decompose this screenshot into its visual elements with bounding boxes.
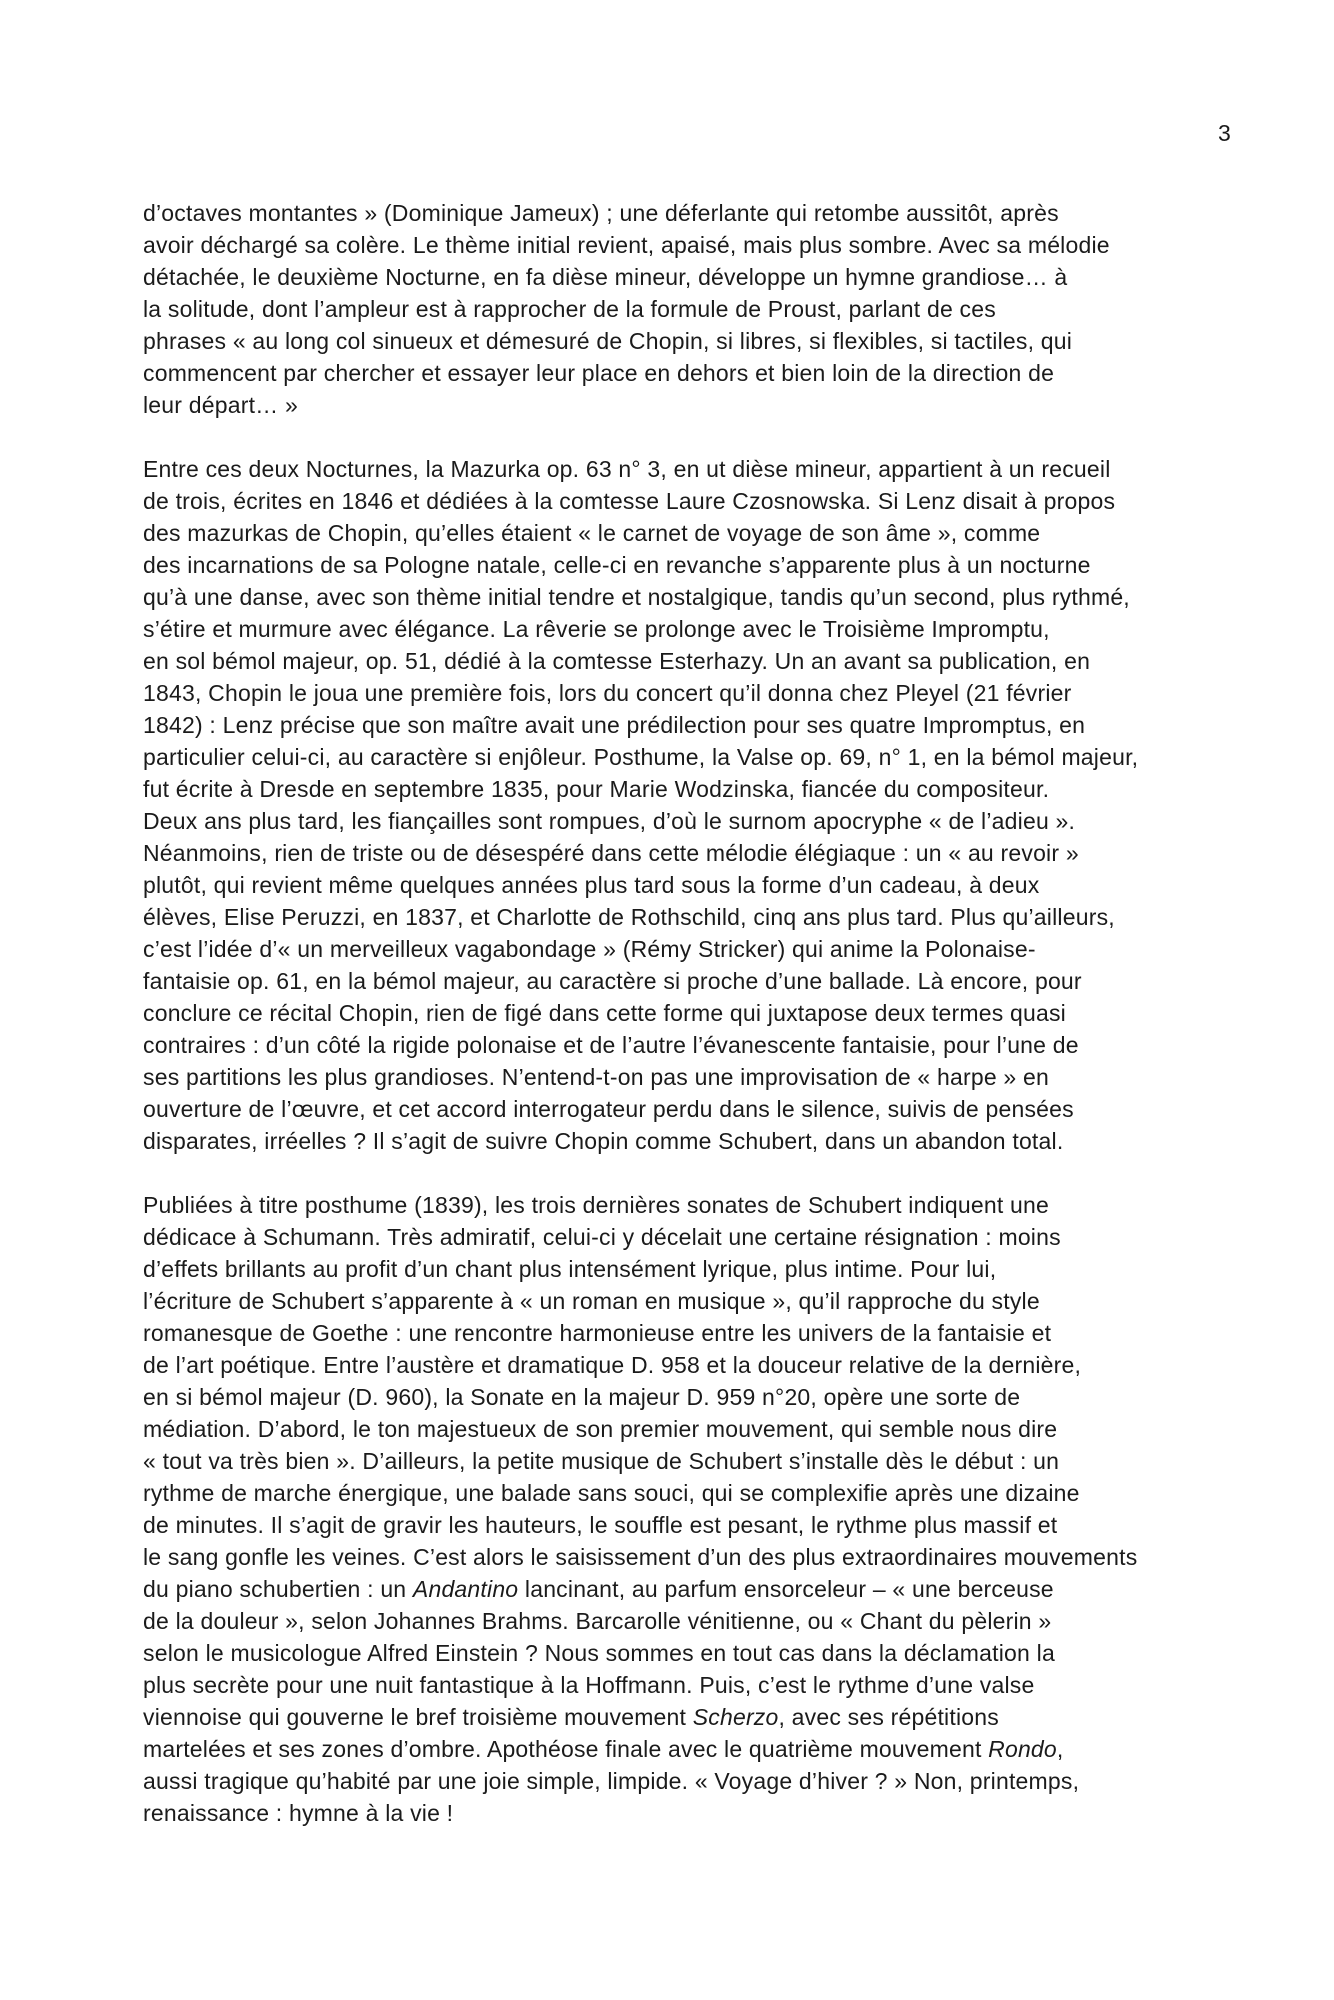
text-line: 1842) : Lenz précise que son maître avait une prédilection pour ses quatre Impromptus, en [143,712,1086,738]
text-line: la solitude, dont l’ampleur est à rapprocher de la formule de Proust, parlant de ces [143,296,996,322]
text-line: romanesque de Goethe : une rencontre harmonieuse entre les univers de la fantaisie et [143,1320,1052,1346]
text-line: Deux ans plus tard, les fiançailles sont rompues, d’où le surnom apocryphe « de l’adieu ». [143,808,1076,834]
text-line: en si bémol majeur (D. 960), la Sonate en la majeur D. 959 n°20, opère une sorte de [143,1384,1021,1410]
italic-term: Rondo [988,1736,1057,1762]
text-line: des incarnations de sa Pologne natale, celle-ci en revanche s’apparente plus à un nocturne [143,552,1091,578]
text-line: ouverture de l’œuvre, et cet accord interrogateur perdu dans le silence, suivis de pensées [143,1096,1074,1122]
text-line: Néanmoins, rien de triste ou de désespéré dans cette mélodie élégiaque : un « au revoir » [143,840,1079,866]
text-line: le sang gonfle les veines. C’est alors le saisissement d’un des plus extraordinaires mouvements [143,1544,1138,1570]
text-line: rythme de marche énergique, une balade sans souci, qui se complexifie après une dizaine [143,1480,1080,1506]
text-line: plutôt, qui revient même quelques années plus tard sous la forme d’un cadeau, à deux [143,872,1040,898]
text-line: contraires : d’un côté la rigide polonaise et de l’autre l’évanescente fantaisie, pour l’une de [143,1032,1079,1058]
paragraph [143,197,1233,421]
text-line: ses partitions les plus grandioses. N’entend-t-on pas une improvisation de « harpe » en [143,1064,1049,1090]
page-number: 3 [1218,120,1231,146]
body-text [143,197,1233,1861]
text-segment: , avec ses répétitions [778,1704,999,1730]
text-line: aussi tragique qu’habité par une joie simple, limpide. « Voyage d’hiver ? » Non, printemps, [143,1768,1080,1794]
text-line: en sol bémol majeur, op. 51, dédié à la comtesse Esterhazy. Un an avant sa publication, en [143,648,1091,674]
text-line [143,1701,1233,1733]
text-line: commencent par chercher et essayer leur place en dehors et bien loin de la direction de [143,360,1055,386]
text-segment: lancinant, au parfum ensorceleur – « une berceuse [518,1576,1054,1602]
text-line: avoir déchargé sa colère. Le thème initial revient, apaisé, mais plus sombre. Avec sa mélodie [143,232,1110,258]
text-line: Entre ces deux Nocturnes, la Mazurka op. 63 n° 3, en ut dièse mineur, appartient à un recueil [143,456,1111,482]
text-line: 1843, Chopin le joua une première fois, lors du concert qu’il donna chez Pleyel (21 février [143,680,1072,706]
text-line: fantaisie op. 61, en la bémol majeur, au caractère si proche d’une ballade. Là encore, pour [143,968,1082,994]
text-segment: viennoise qui gouverne le bref troisième mouvement [143,1704,693,1730]
text-line: conclure ce récital Chopin, rien de figé dans cette forme qui juxtapose deux termes quasi [143,1000,1066,1026]
text-line: s’étire et murmure avec élégance. La rêverie se prolonge avec le Troisième Impromptu, [143,616,1050,642]
text-line: élèves, Elise Peruzzi, en 1837, et Charlotte de Rothschild, cinq ans plus tard. Plus qu’ailleurs, [143,904,1115,930]
text-line: disparates, irréelles ? Il s’agit de suivre Chopin comme Schubert, dans un abandon total. [143,1128,1064,1154]
text-line: renaissance : hymne à la vie ! [143,1800,454,1826]
text-line: plus secrète pour une nuit fantastique à la Hoffmann. Puis, c’est le rythme d’une valse [143,1672,1035,1698]
text-line: l’écriture de Schubert s’apparente à « un roman en musique », qu’il rapproche du style [143,1288,1040,1314]
text-line: leur départ… » [143,392,298,418]
text-line: particulier celui-ci, au caractère si enjôleur. Posthume, la Valse op. 69, n° 1, en la bémol majeur, [143,744,1139,770]
text-line: médiation. D’abord, le ton majestueux de son premier mouvement, qui semble nous dire [143,1416,1058,1442]
text-line: Publiées à titre posthume (1839), les trois dernières sonates de Schubert indiquent une [143,1192,1049,1218]
text-line: c’est l’idée d’« un merveilleux vagabondage » (Rémy Stricker) qui anime la Polonaise- [143,936,1036,962]
text-segment: du piano schubertien : un [143,1576,413,1602]
text-line: des mazurkas de Chopin, qu’elles étaient « le carnet de voyage de son âme », comme [143,520,1041,546]
text-line: « tout va très bien ». D’ailleurs, la petite musique de Schubert s’installe dès le début : un [143,1448,1060,1474]
text-line: phrases « au long col sinueux et démesuré de Chopin, si libres, si flexibles, si tactiles, qui [143,328,1073,354]
italic-term: Scherzo [692,1704,779,1730]
text-line: de la douleur », selon Johannes Brahms. Barcarolle vénitienne, ou « Chant du pèlerin » [143,1608,1052,1634]
text-line: dédicace à Schumann. Très admiratif, celui-ci y décelait une certaine résignation : moins [143,1224,1061,1250]
text-line: fut écrite à Dresde en septembre 1835, pour Marie Wodzinska, fiancée du compositeur. [143,776,1050,802]
paragraph [143,1189,1233,1829]
text-line: de minutes. Il s’agit de gravir les hauteurs, le souffle est pesant, le rythme plus massif et [143,1512,1058,1538]
text-line [143,1733,1233,1765]
text-segment: , [1056,1736,1064,1762]
text-line: d’octaves montantes » (Dominique Jameux) ; une déferlante qui retombe aussitôt, après [143,200,1059,226]
text-line: détachée, le deuxième Nocturne, en fa dièse mineur, développe un hymne grandiose… à [143,264,1068,290]
paragraph [143,453,1233,1157]
italic-term: Andantino [412,1576,519,1602]
text-line: de l’art poétique. Entre l’austère et dramatique D. 958 et la douceur relative de la dernière, [143,1352,1082,1378]
text-segment: martelées et ses zones d’ombre. Apothéose finale avec le quatrième mouvement [143,1736,989,1762]
text-line [143,1573,1233,1605]
text-line: d’effets brillants au profit d’un chant plus intensément lyrique, plus intime. Pour lui, [143,1256,997,1282]
text-line: de trois, écrites en 1846 et dédiées à la comtesse Laure Czosnowska. Si Lenz disait à propos [143,488,1116,514]
text-line: qu’à une danse, avec son thème initial tendre et nostalgique, tandis qu’un second, plus rythmé, [143,584,1130,610]
text-line: selon le musicologue Alfred Einstein ? Nous sommes en tout cas dans la déclamation la [143,1640,1055,1666]
